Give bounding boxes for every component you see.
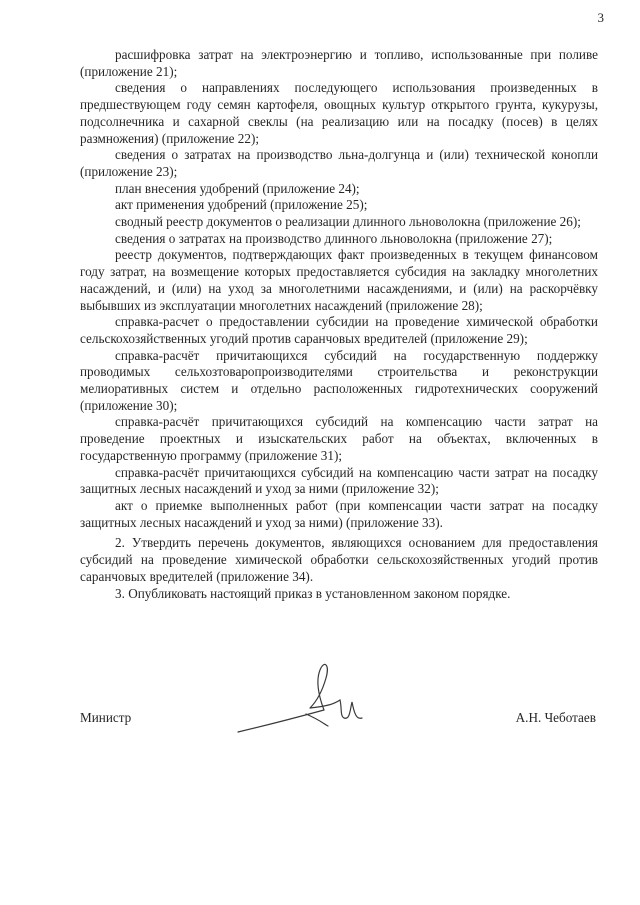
document-body xyxy=(80,47,598,602)
list-item: сведения о затратах на производство длинного льноволокна (приложение 27); xyxy=(115,230,553,246)
list-item: расшифровка затрат на электроэнергию и топливо, использованные при поливе (приложение 21); xyxy=(80,47,598,79)
list-item: справка-расчёт причитающихся субсидий на компенсацию части затрат на посадку защитных лесных насаждений и уход за ними (приложение 32); xyxy=(80,464,598,497)
list-item: справка-расчёт причитающихся субсидий на компенсацию части затрат на проведение проектных и изыскательских работ на объектах, включенных в государственную программу (приложение 31); xyxy=(80,414,598,463)
list-item: акт применения удобрений (приложение 25); xyxy=(115,197,368,213)
handwritten-signature xyxy=(232,654,372,744)
list-item: реестр документов, подтверждающих факт произведенных в текущем финансовом году затрат, на возмещение которых предоставляется субсидия на закладку многолетних насаждений, и (или) на уход за многолетними насаждениями, и (или) на раскорчёвку выбывших из эксплуатации многолетних насаждений (приложение 28); xyxy=(80,247,598,313)
list-item: акт о приемке выполненных работ (при компенсации части затрат на посадку защитных лесных насаждений и уход за ними) (приложение 33). xyxy=(80,497,598,530)
point-2-paragraph: 2. Утвердить перечень документов, являющихся основанием для предоставления субсидий на проведение химической обработки сельскохозяйственных угодий против саранчовых вредителей (приложение 34). xyxy=(80,535,598,584)
signer-name: А.Н. Чеботаев xyxy=(515,710,596,725)
list-item: сводный реестр документов о реализации длинного льноволокна (приложение 26); xyxy=(115,214,581,230)
list-item: план внесения удобрений (приложение 24); xyxy=(115,180,360,196)
list-item: справка-расчёт причитающихся субсидий на государственную поддержку проводимых сельхозтоваропроизводителями строительства и реконструкции мелиоративных систем и отдельно расположенных гидротехнических сооружений (приложение 30); xyxy=(80,347,598,413)
list-item: сведения о направлениях последующего использования произведенных в предшествующем году семян картофеля, овощных культур открытого грунта, кукурузы, подсолнечника и сахарной свеклы (на реализацию или на посадку (посев) в целях размножения) (приложение 22); xyxy=(80,80,598,146)
list-item: сведения о затратах на производство льна-долгунца и (или) технической конопли (приложение 23); xyxy=(80,147,598,179)
list-item: справка-расчет о предоставлении субсидии на проведение химической обработки сельскохозяйственных угодий против саранчовых вредителей (приложение 29); xyxy=(80,314,598,346)
point-3-paragraph: 3. Опубликовать настоящий приказ в установленном законом порядке. xyxy=(115,585,511,601)
page-number: 3 xyxy=(597,10,604,25)
position-title: Министр xyxy=(80,710,132,725)
